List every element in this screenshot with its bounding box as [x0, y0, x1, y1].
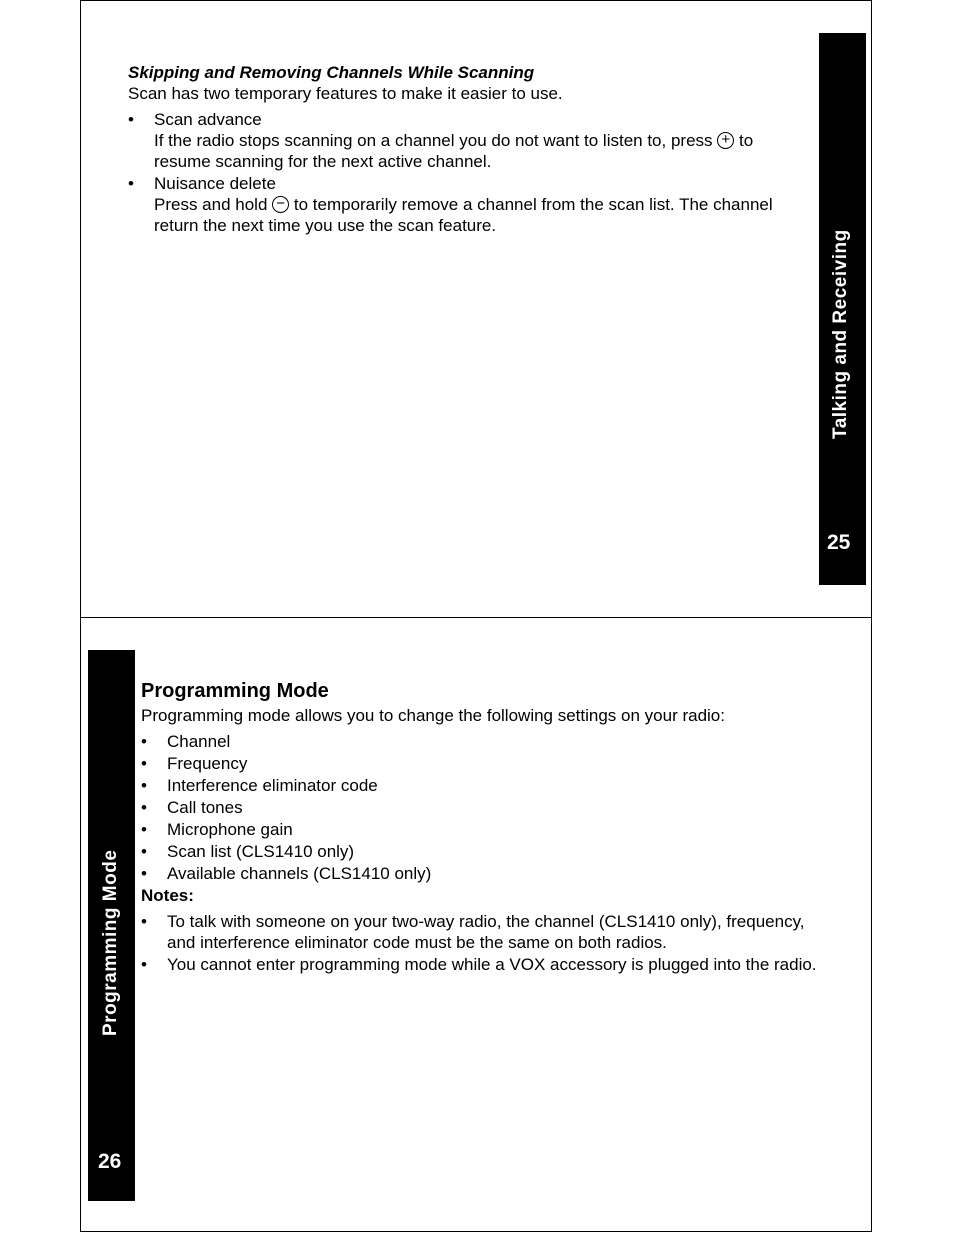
page-number: 25 [827, 531, 851, 554]
notes-label: Notes: [141, 886, 194, 905]
item-title: Scan advance [154, 110, 262, 129]
item-text: If the radio stops scanning on a channel you do not want to listen to, press [154, 131, 713, 150]
list-item: • Frequency [141, 753, 831, 774]
section-tab-programming-mode [88, 650, 135, 1201]
section-heading: Programming Mode [141, 680, 329, 702]
intro-text: Scan has two temporary features to make it easier to use. [128, 84, 563, 103]
item-text: to resume scanning for the next active channel. [154, 131, 754, 171]
page-number: 26 [98, 1150, 122, 1173]
item-title: Nuisance delete [154, 174, 276, 193]
notes-list [141, 911, 831, 975]
subheading: Skipping and Removing Channels While Scanning [128, 63, 535, 82]
page-divider [80, 617, 872, 618]
settings-list [141, 731, 831, 884]
item-text: Press and hold [154, 195, 268, 214]
intro-text: Programming mode allows you to change the following settings on your radio: [141, 706, 725, 725]
list-item [128, 109, 813, 172]
minus-button-icon: − [272, 196, 289, 213]
list-item: • Call tones [141, 797, 831, 818]
scan-features-list [128, 109, 813, 236]
list-item: • Available channels (CLS1410 only) [141, 863, 831, 884]
list-item: • Interference eliminator code [141, 775, 831, 796]
section-tab-talking-receiving [819, 33, 866, 585]
item-text: to temporarily remove a channel from the scan list. The channel return the next time you use the scan feature. [154, 195, 773, 235]
list-item: • To talk with someone on your two-way radio, the channel (CLS1410 only), frequency, and interference eliminator code must be the same on both radios. [141, 911, 831, 953]
list-item: • Scan list (CLS1410 only) [141, 841, 831, 862]
page-26-content [141, 678, 831, 976]
list-item [128, 173, 813, 236]
plus-button-icon: + [717, 132, 734, 149]
page-25-content [128, 62, 813, 237]
section-tab-title: Programming Mode [100, 849, 121, 1036]
section-tab-title: Talking and Receiving [830, 229, 851, 439]
list-item: • Channel [141, 731, 831, 752]
list-item: • Microphone gain [141, 819, 831, 840]
list-item: • You cannot enter programming mode while a VOX accessory is plugged into the radio. [141, 954, 831, 975]
